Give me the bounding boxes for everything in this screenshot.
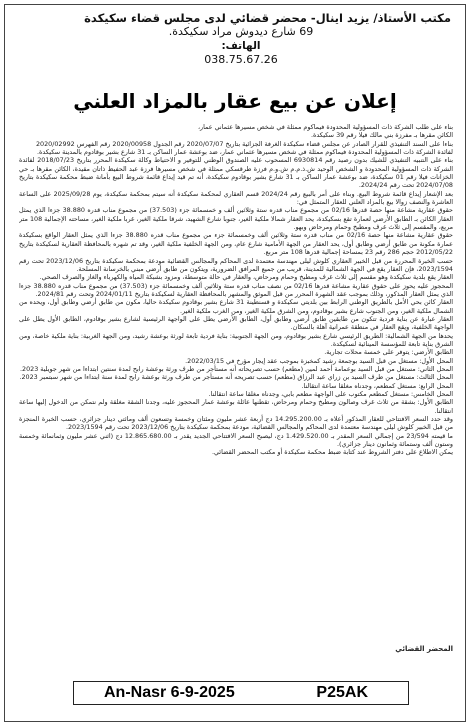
ad-reference: P25AK — [316, 684, 368, 701]
body-paragraph: المحل الرابع: مستغل كمطعم، وجدناه مغلقا ساعة انتقالنا. — [301, 381, 453, 390]
body-paragraph: المحجوز عليه يحوز على حقوق عقارية مشاعة قدرها 02/16 من نصف مناب قدره ستة وثلاثين ألف وخمسمائة جزء (37.503) من مجموع مناب قدره 38.880 جزءا الذي يمثل العقار المذكور، وذلك بموجب عقد الشهرة المحرر من قبل الموثق والمشهر بالمحافظة العقارية لسكيكدة بتاريخ 2024/01/11 وتحت رقم 2024/81. — [19, 281, 453, 298]
body-paragraph: الطابق الأرضي: يتوفر على خمسة محلات تجارية. — [324, 348, 453, 357]
body-paragraph: المحل الأول: مستغل من قبل السيد بوجمعة رشيد كمخبزة بموجب عقد إيجار مؤرخ في 2022/03/15. — [185, 356, 453, 365]
body-paragraph: الطابق الأول: بشقة من ثلاث غرف وصالون ومطبخ وحمام ومرحاض، تقطنها عائلة بوعشة عمار المحجوز عليه، وجدنا الشقة مغلقة ولم نتمكن من الدخول إليها ساعة انتقالنا. — [19, 398, 453, 415]
office-name: مكتب الأستاذ/ يزيد اينال- محضر قضائي لدى مجلس قضاء سكيكدة — [84, 11, 451, 25]
footer-bar — [73, 681, 409, 705]
notice-title: إعلان عن بيع عقار بالمزاد العلني — [73, 89, 397, 113]
phone-number: 038.75.67.26 — [204, 53, 278, 66]
body-paragraph: بناءا على السند التنفيذي للقرار الصادر عن مجلس قضاء سكيكدة الغرفة الجزائية بتاريخ 2020/07/07 رقم الجدول 2020/00958 رقم الفهرس 2020/02992 — [35, 139, 453, 148]
body-paragraph: العقار عبارة عن بناية فردية تتكون من طابقين طابق أرضي وطابق أول، الطابق الأرضي يطل على الواجهة الرئيسية لشارع بشير بوقادوم، الطابق الأول يطل على الواجهة الخلفية، ويقع العقار في منطقة عمرانية آهلة بالسكان. — [19, 314, 453, 332]
body-paragraph: بناء على طلب الشركة ذات المسؤولية المحدودة فيماكوم ممثلة في شخص مسيرها عثماني عمار، — [197, 123, 453, 131]
body-paragraph: بعد الإشعار إيداع قائمة شروط البيع. وبناء على أمر بالبيع رقم 2024/24 قسم العقاري لمحكمة سكيكدة أنه سيتم بمحكمة سكيكدة، يوم 2025/09/28 على الساعة العاشرة والنصف زوالا بيع بالمزاد العلني للعقار المتمثل في: — [19, 189, 453, 207]
office-address: 69 شارع ديدوش مراد سكيكدة. — [168, 25, 314, 38]
body-paragraph: العقار يقع بلدية سكيكدة وهو مقسم إلى ثلاث غرف ومطبخ وحمام ومرحاض، والعقار في حالة متوسطة، ومزود بشبكة المياه والكهرباء والغاز والصرف الصحي. — [39, 273, 453, 282]
body-paragraph: لفائدة الشركة ذات المسؤولية المحدودة فيماكوم ممثلة في شخص مسيرها عثماني عمار، ضد بوعشة عمار الساكن بـ 31 شارع بشير بوقادوم بالمدينة سكيكدة. — [37, 148, 453, 157]
body-paragraph: حسب الخبرة المحررة من قبل الخبير العقاري كلوش ليلى مهندسة معتمدة لدى المحاكم والمجالس القضائية مودعة بمحكمة سكيكدة بتاريخ 2023/12/06 تحت رقم 2023/1594، فإن العقار يقع في الجهة الشمالية للمدينة، قريب من جميع المرافق الضرورية، ويتكون من طابق أرضي مبني بالخرسانة المسلحة. — [19, 256, 453, 273]
body-paragraph: يمكن الاطلاع على دفتر الشروط عند كتابة ضبط محكمة سكيكدة أو مكتب المحضر القضائي. — [211, 448, 453, 457]
notice-page — [4, 4, 466, 722]
body-paragraph: وقد حدد السعر الافتتاحي للعقار المذكور أعلاه بـ 14.295.200.00 دج أربعة عشر مليون ومئتان وخمسة وتسعون ألف ومائتي دينار جزائري، حسب الخبرة المنجزة من قبل الخبير كلوش ليلى مهندسة معتمدة لدى المحاكم والمجالس القضائية، مودعة بمحكمة سكيكدة بتاريخ 2023/12/06 تحت رقم 2023/1594. — [19, 415, 453, 432]
body-paragraph: الكائن مقرها بـ مفرزة بني مالك فيلا رقم 39 سكيكدة. — [310, 131, 453, 140]
phone-label: الهاتف: — [221, 40, 261, 52]
body-paragraph: يحدها من الجهة الشمالية: الطريق الرئيسي شارع بشير بوقادوم، ومن الجهة الجنوبية: بناية فردية تابعة لورثة بوعشة رشيد، ومن الجهة الغربية: بناية ملكية خاصة، ومن الشرق بناية تابعة للمؤسسة المينائية لسكيكدة. — [19, 331, 453, 348]
body-paragraph: بناء على التنبيه التنفيذي للشيك بدون رصيد رقم 6930814 المسحوب عليه الصندوق الوطني للتوفير و الاحتياط وكالة سكيكدة المحرر بتاريخ 2018/07/23 لفائدة الشركة ذات المسؤولية المحدودة و الشخص الوحيد ش.ذ.م.م ش.و.م فرزة طرقسكي ممثلة في شخص مسيرها فرزة عبد الحفيظ ذاتان مقيدة، الكائن مقرها بـ حي الخزانات فيلا رقم 01 سكيكدة، ضد بوعشة عمار الساكن بـ 31 شارع بشير بوقادوم سكيكدة، أنه تم قيد إيداع قائمة شروط البيع بأمانة ضبط محكمة سكيكدة بتاريخ 2024/07/08 تحت رقم 2024/24. — [19, 156, 453, 190]
signature-label: المحضر القضائي — [395, 645, 453, 653]
body-paragraph: ما قيمته 23/594 من إجمالي السعر المقدر بـ 1.429.520.00 دج، ليصبح السعر الافتتاحي الجديد يقدر بـ 12.865.680.00 دج (اثني عشر مليون وثمانمائة وخمسة وستون ألف وستمائة وثمانون دينار جزائري). — [19, 431, 453, 449]
body-paragraph: حقوق عقارية مشاعة منها حصة قدرها 02/16 من مجموع مناب قدره ستة وثلاثين ألف و خمسمائة جزء (37.503) من مجموع مناب قدره 38.880 جزءا الذي يمثل العقار الكائن بـ الطابق الأرضي لعمارة تقع بسكيكدة، يحد العقار شمالا ملكية الغير، جنوبا شارع الشهيد، شرقا ملكية الغير، غربا ملكية الغير، مساحته الإجمالية 108 متر مربع، والمقسم إلى ثلاث غرف ومطبخ وحمام ومرحاض وبهو. — [19, 206, 453, 232]
body-paragraph: حقوق عقارية مشاعة منها حصة 02/16 من مناب قدره ستة وثلاثين ألف وخمسمائة جزء من مجموع مناب قدره 38.880 جزءا الذي يمثل العقار الواقع بسكيكدة عمارة مكونة من طابق أرضي وطابق أول، يحد العقار من الجهة الأمامية شارع عام، ومن الجهة الخلفية ملكية الغير، وقد تم شهره بالمحافظة العقارية لسكيكدة بتاريخ 2012/05/22 حجم 286 رقم 23 بمساحة إجمالية قدرها 108 متر مربع. — [19, 231, 453, 257]
body-paragraph: العقار كائن بحي الأمل بالطريق الوطني الرابط بين بلديتي سكيكدة و قسنطينة 31 شارع بشير بوقادوم سكيكدة حاليا، مكون من طابق أرضي وطابق أول، ويحده من الشمال ملكية الغير، ومن الجنوب شارع بشير بوقادوم، ومن الشرق ملكية الغير، ومن الغرب ملكية الغير. — [19, 298, 453, 315]
notice-body — [19, 123, 453, 643]
newspaper-date: An-Nasr 6-9-2025 — [104, 684, 235, 701]
header — [31, 11, 451, 67]
body-paragraph: المحل الخامس: مستغل كمطعم مكتوب على الواجهة مطعم بابي، وجدناه مغلقا ساعة انتقالنا. — [208, 390, 453, 398]
body-paragraph: المحل الثالث: مستغل من طرف السيد بن زراي عبد الرزاق (مطعم) حسب تصريحه أنه مستأجر من طرف ورثة بوعشة رابح لمدة سنة ابتداءا من شهر سبتمبر 2023. — [19, 373, 453, 382]
body-paragraph: المحل الثاني: مستغل من قبل السيد بوعمامة أحمد لمين (مطعم) حسب تصريحاته أنه مستأجر من طرف ورثة بوعشة رابح لمدة سنتين ابتداءا من شهر جويلية 2023. — [19, 364, 453, 373]
